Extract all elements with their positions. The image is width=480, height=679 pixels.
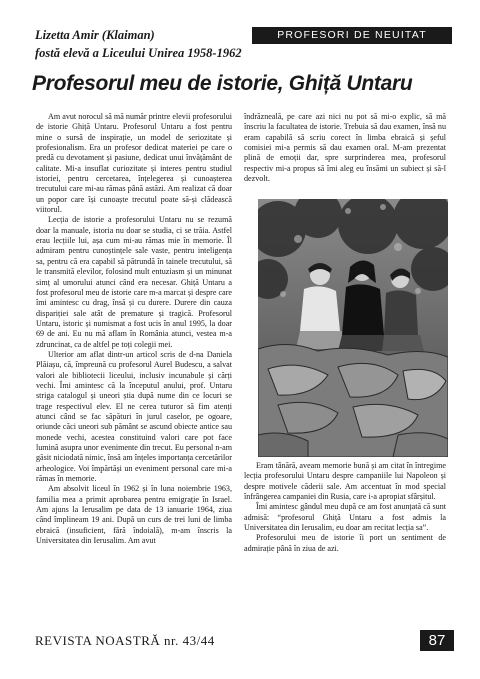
paragraph: Profesorului meu de istorie îi port un sentiment de admirație până în ziua de azi. (244, 533, 446, 553)
paragraph: îndrăzneală, pe care azi nici nu pot să mi-o explic, să mă înscriu la facultatea de istorie. Trebuia să dau examen, însă nu eram capabilă să scriu corect în limba ebraică și șeful comisiei mi-a permis să dau examen oral. M-am prezentat plină de emoții dar, spre surprinderea mea, profesorul respectiv mi-a propus să îmi aleg eu însămi un subiect și să-l dezvolt. (244, 112, 446, 184)
author-subline: fostă elevă a Liceului Unirea 1958-1962 (35, 46, 242, 60)
article-column-right-bottom (244, 461, 446, 554)
paragraph: Eram tânără, aveam memorie bună și am citat în întregime lecția profesorului Untaru despre campaniile lui Napoleon și despre motivele căderii sale. Am accentuat în mod special înfrângerea campaniei din Rusia, care i-a apropiat sfârșitul. (244, 461, 446, 502)
page-number: 87 (420, 630, 454, 651)
photo-illustration (258, 199, 448, 457)
paragraph: Am absolvit liceul în 1962 și în luna noiembrie 1963, familia mea a primit aprobarea pentru emigrație în Israel. Am ajuns la Ierusalim pe data de 13 ianuarie 1964, ziua când împlineam 19 ani. După un curs de trei luni de limba ebraică (insuficient, fără îndoială), m-am înscris la Universitatea din Ierusalim. Am avut (36, 484, 232, 546)
paragraph: Ulterior am aflat dintr-un articol scris de d-na Daniela Plăiașu, că, împreună cu profesorul Aurel Budescu, a salvat valori ale bibliotecii liceului, inclusiv incunabule și cărți vechi. Îmi amintesc că la începutul anului, prof. Untaru striga catalogul și uneori știa după nume din ce locuri se trage respectivul elev. El ne cerea tuturor să fim atenți atunci când se fac săpături în jurul caselor, pe ogoare, oriunde căci uneori sub pământ se ascund obiecte antice sau monede vechi, acestea constituind valori care pot face lumină asupra unor evenimente din trecut. Eu personal n-am găsit niciodată nimic, însă am înțeles importanța cercetărilor arheologice. Voi împărtăși un eveniment personal care mi-a rămas în memorie. (36, 349, 232, 484)
photo-three-girls (258, 199, 448, 457)
paragraph: Îmi amintesc gândul meu după ce am fost anunțată că sunt admisă: “profesorul Ghiță Untaru a fost admis la Universitatea din Ierusalim, eu doar am recitat lecția sa”. (244, 502, 446, 533)
paragraph: Lecția de istorie a profesorului Untaru nu se rezumă doar la manuale, istoria nu doar se studia, ci se trăia. Astfel erau lecțiile lui, așa cum mi-au rămas mie în memorie. Îl admiram pentru cunoștințele sale vaste, pentru inteligența sa, pentru că era capabil să pătrundă în tainele trecutului, să le transmită elevilor, folosind mult entuziasm și un minunat simț al umorului atunci când era necesar. Ghiță Untaru a fost profesorul meu de istorie care m-a marcat și despre care îmi amintesc cu drag, însă și cu durere. Durere din cauza dispariției sale atât de premature și tragică. Profesorul Untaru, istoric și numismat a fost ucis în anul 1995, la doar 69 de ani. Eu nu mă aflam în România atunci, vestea m-a zdruncinat, ca de altfel pe toți colegii mei. (36, 215, 232, 349)
author-name: Lizetta Amir (Klaiman) (35, 28, 155, 42)
paragraph: Am avut norocul să mă număr printre elevii profesorului de istorie Ghiță Untaru. Profesorul Untaru a fost pentru mine o sursă de inspirație, un model de seriozitate și profesionalism. Era un profesor dedicat materiei pe care o predă cu devotament și pasiune, dedicat unui învățământ de calitate. Mi-a insuflat curiozitate și interes pentru studiul istoriei, pentru cercetarea, înțelegerea și cunoașterea trecutului care mi-au rămas până astăzi. Am realizat că doar un popor care își cunoaște trecutul poate să-și clădească viitorul. (36, 112, 232, 215)
author-block (35, 26, 242, 62)
article-title: Profesorul meu de istorie, Ghiță Untaru (32, 72, 413, 95)
section-badge: PROFESORI DE NEUITAT (252, 27, 452, 44)
journal-footer: REVISTA NOASTRĂ nr. 43/44 (35, 633, 215, 648)
article-column-left (36, 112, 232, 546)
article-column-right-top (244, 112, 446, 184)
